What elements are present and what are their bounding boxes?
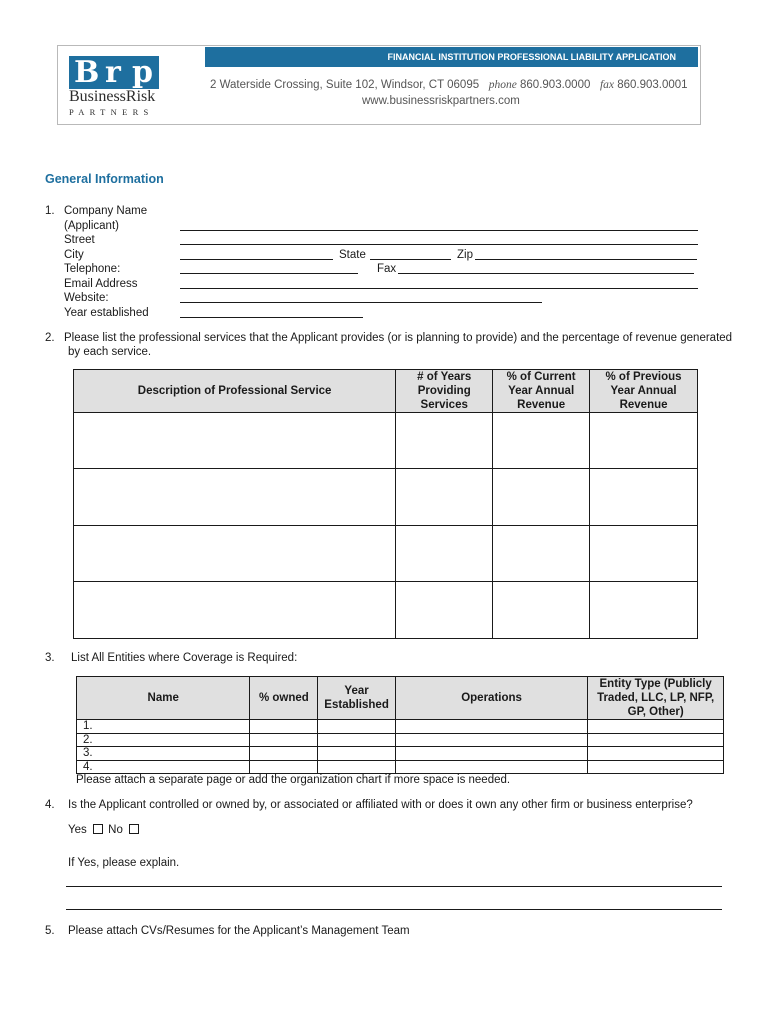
q4-explain-label: If Yes, please explain. [68, 857, 180, 869]
percent-owned-cell[interactable] [250, 760, 318, 774]
street-field[interactable] [180, 244, 698, 245]
label-telephone: Telephone: [64, 263, 121, 275]
operations-cell[interactable] [395, 747, 587, 761]
q5-text: Please attach CVs/Resumes for the Applicant’s Management Team [68, 925, 410, 937]
table-header-row [74, 370, 698, 413]
zip-field[interactable] [475, 259, 697, 260]
entity-name-cell[interactable]: 3. [77, 747, 250, 761]
label-year-established: Year established [64, 307, 149, 319]
q4-number: 4. [45, 799, 55, 811]
entity-type-cell[interactable] [588, 747, 724, 761]
col-percent-owned: % owned [250, 677, 318, 720]
city-field[interactable] [180, 259, 333, 260]
previous-revenue-cell[interactable] [590, 526, 698, 582]
previous-revenue-cell[interactable] [590, 413, 698, 469]
year-established-cell[interactable] [318, 760, 396, 774]
company-website: www.businessriskpartners.com [362, 95, 520, 107]
phone-number: 860.903.0000 [520, 79, 591, 91]
q3-number: 3. [45, 652, 55, 664]
col-description: Description of Professional Service [74, 370, 396, 413]
explain-field-line2[interactable] [66, 909, 722, 910]
label-fax: Fax [377, 263, 397, 275]
logo-letter-b: B [74, 55, 100, 90]
years-cell[interactable] [396, 582, 493, 639]
yes-checkbox[interactable] [93, 824, 103, 834]
table-row [77, 747, 724, 761]
label-zip: Zip [457, 249, 473, 261]
service-description-cell[interactable] [74, 582, 396, 639]
q3-note: Please attach a separate page or add the organization chart if more space is needed. [76, 774, 511, 786]
street-address: 2 Waterside Crossing, Suite 102, Windsor, CT 06095 [210, 79, 480, 91]
operations-cell[interactable] [395, 733, 587, 747]
fax-field[interactable] [398, 273, 694, 274]
year-established-cell[interactable] [318, 720, 396, 734]
entity-name-cell[interactable]: 4. [77, 760, 250, 774]
entities-table [76, 676, 724, 774]
q5-number: 5. [45, 925, 55, 937]
q1-number: 1. [45, 205, 55, 217]
col-entity-type: Entity Type (Publicly Traded, LLC, LP, NFP, GP, Other) [588, 677, 724, 720]
no-label: No [108, 824, 123, 836]
label-email: Email Address [64, 278, 138, 290]
entity-type-cell[interactable] [588, 760, 724, 774]
table-row [74, 526, 698, 582]
col-current-revenue: % of Current Year Annual Revenue [493, 370, 590, 413]
years-cell[interactable] [396, 469, 493, 526]
q3-text: List All Entities where Coverage is Required: [71, 652, 298, 664]
years-cell[interactable] [396, 526, 493, 582]
current-revenue-cell[interactable] [493, 413, 590, 469]
percent-owned-cell[interactable] [250, 747, 318, 761]
label-city: City [64, 249, 84, 261]
professional-services-table [73, 369, 698, 639]
state-field[interactable] [370, 259, 451, 260]
operations-cell[interactable] [395, 720, 587, 734]
percent-owned-cell[interactable] [250, 733, 318, 747]
email-field[interactable] [180, 288, 698, 289]
operations-cell[interactable] [395, 760, 587, 774]
phone-label: phone [488, 79, 517, 91]
yes-no-group [68, 824, 139, 836]
logo-subtitle: PARTNERS [69, 107, 154, 117]
q2-number: 2. [45, 332, 55, 344]
col-years: # of Years Providing Services [396, 370, 493, 413]
current-revenue-cell[interactable] [493, 526, 590, 582]
entity-type-cell[interactable] [588, 733, 724, 747]
current-revenue-cell[interactable] [493, 469, 590, 526]
service-description-cell[interactable] [74, 413, 396, 469]
label-applicant: (Applicant) [64, 220, 119, 232]
label-street: Street [64, 234, 95, 246]
year-established-field[interactable] [180, 317, 363, 318]
company-address-line [210, 79, 688, 91]
table-row [77, 720, 724, 734]
logo-mark [69, 56, 159, 89]
previous-revenue-cell[interactable] [590, 469, 698, 526]
fax-number: 860.903.0001 [617, 79, 688, 91]
q2-text-line2: by each service. [68, 346, 152, 358]
entity-name-cell[interactable]: 1. [77, 720, 250, 734]
service-description-cell[interactable] [74, 469, 396, 526]
label-company-name: Company Name [64, 205, 148, 217]
logo-brand-name: BusinessRisk [69, 88, 156, 105]
label-website: Website: [64, 292, 109, 304]
current-revenue-cell[interactable] [493, 582, 590, 639]
q4-text: Is the Applicant controlled or owned by, or associated or affiliated with or does it own any other firm or business enterprise? [68, 799, 693, 811]
year-established-cell[interactable] [318, 747, 396, 761]
q2-text-line1: Please list the professional services that the Applicant provides (or is planning to provide) and the percentage of revenue generated [64, 332, 733, 344]
table-row [74, 413, 698, 469]
table-header-row [77, 677, 724, 720]
fax-label: fax [599, 79, 615, 91]
col-operations: Operations [395, 677, 587, 720]
col-previous-revenue: % of Previous Year Annual Revenue [590, 370, 698, 413]
no-checkbox[interactable] [129, 824, 139, 834]
label-state: State [339, 249, 366, 261]
table-row [77, 760, 724, 774]
logo-letter-p: p [132, 55, 153, 90]
years-cell[interactable] [396, 413, 493, 469]
website-field[interactable] [180, 302, 542, 303]
logo-letter-r: r [105, 55, 121, 90]
section-title: General Information [45, 172, 164, 186]
yes-label: Yes [68, 824, 87, 836]
table-row [74, 469, 698, 526]
previous-revenue-cell[interactable] [590, 582, 698, 639]
explain-field-line1[interactable] [66, 886, 722, 887]
year-established-cell[interactable] [318, 733, 396, 747]
table-row [74, 582, 698, 639]
col-name: Name [77, 677, 250, 720]
company-name-field[interactable] [180, 230, 698, 231]
form-title-bar: FINANCIAL INSTITUTION PROFESSIONAL LIABILITY APPLICATION [205, 47, 698, 67]
percent-owned-cell[interactable] [250, 720, 318, 734]
col-year-established: Year Established [318, 677, 396, 720]
entity-type-cell[interactable] [588, 720, 724, 734]
service-description-cell[interactable] [74, 526, 396, 582]
table-row [77, 733, 724, 747]
telephone-field[interactable] [180, 273, 358, 274]
entity-name-cell[interactable]: 2. [77, 733, 250, 747]
